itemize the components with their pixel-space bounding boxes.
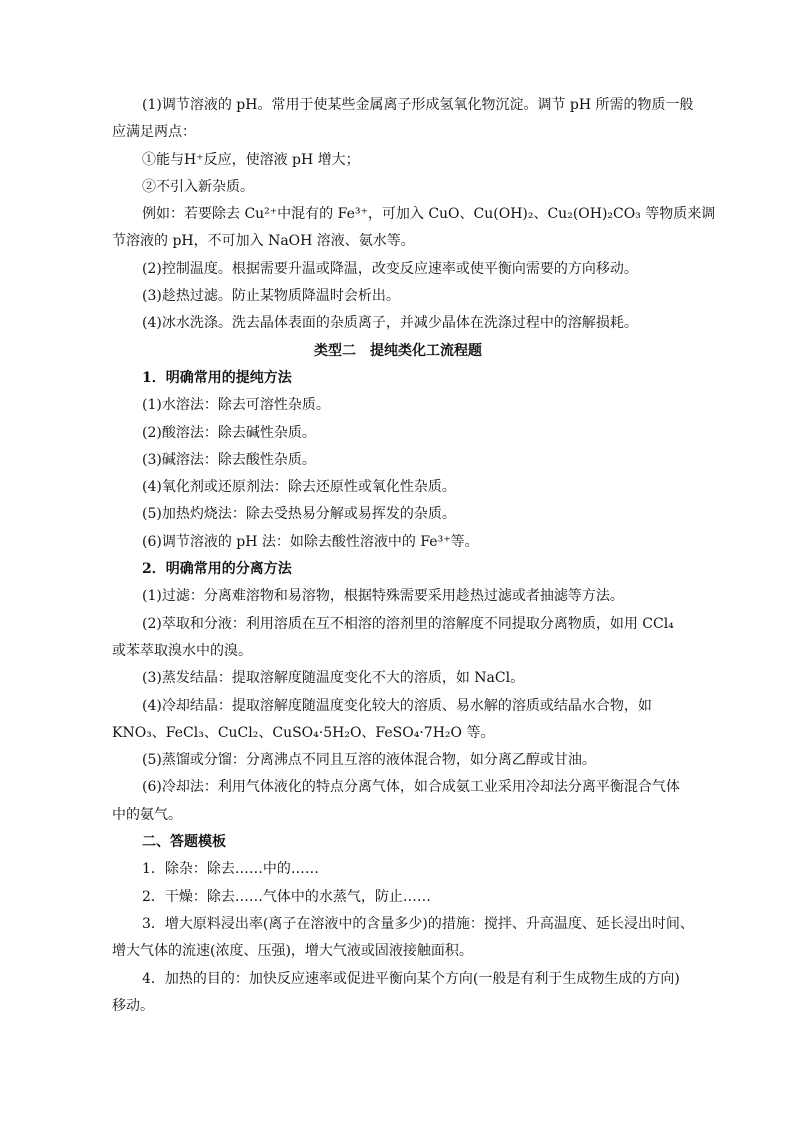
text-line: (2)酸溶法：除去碱性杂质。 <box>142 424 316 441</box>
text-line: 节溶液的 pH，不可加入 NaOH 溶液、氨水等。 <box>112 233 415 250</box>
text-line: 应满足两点： <box>112 124 196 141</box>
text-line: ①能与H⁺反应，使溶液 pH 增大； <box>142 151 360 168</box>
text-line: 增大气体的流速(浓度、压强)，增大气液或固液接触面积。 <box>112 943 473 960</box>
text-line: 1．除杂：除去……中的…… <box>142 861 319 878</box>
text-line: (4)冰水洗涤。洗去晶体表面的杂质离子，并减少晶体在洗涤过程中的溶解损耗。 <box>142 315 638 332</box>
text-line: (1)过滤：分离难溶物和易溶物，根据特殊需要采用趁热过滤或者抽滤等方法。 <box>142 588 624 605</box>
document-page <box>112 92 716 1020</box>
text-line: 2．干燥：除去……气体中的水蒸气，防止…… <box>142 888 431 905</box>
text-line: 3．增大原料浸出率(离子在溶液中的含量多少)的措施：搅拌、升高温度、延长浸出时间、 <box>142 915 694 932</box>
text-line: (3)蒸发结晶：提取溶解度随温度变化不大的溶质，如 NaCl。 <box>142 670 525 687</box>
text-line: (4)氧化剂或还原剂法：除去还原性或氧化性杂质。 <box>142 479 456 496</box>
text-line: (1)调节溶液的 pH。常用于使某些金属离子形成氢氧化物沉淀。调节 pH 所需的物质一般 <box>142 97 694 113</box>
text-line: 移动。 <box>112 997 154 1014</box>
text-line: (5)加热灼烧法：除去受热易分解或易挥发的杂质。 <box>142 506 456 523</box>
subsection-heading: 1．明确常用的提纯方法 <box>142 369 292 386</box>
subsection-heading: 二、答题模板 <box>142 834 226 851</box>
text-line: (4)冷却结晶：提取溶解度随温度变化较大的溶质、易水解的溶质或结晶水合物，如 <box>142 697 652 714</box>
text-line: 例如：若要除去 Cu²⁺中混有的 Fe³⁺，可加入 CuO、Cu(OH)₂、Cu₂(OH)₂CO₃ 等物质来调 <box>142 206 716 223</box>
text-line: (3)碱溶法：除去酸性杂质。 <box>142 451 316 468</box>
text-line: 4．加热的目的：加快反应速率或促进平衡向某个方向(一般是有利于生成物生成的方向) <box>142 970 680 987</box>
text-line: (2)萃取和分液：利用溶质在互不相溶的溶剂里的溶解度不同提取分离物质，如用 CCl₄ <box>142 615 674 632</box>
text-line: (6)冷却法：利用气体液化的特点分离气体，如合成氨工业采用冷却法分离平衡混合气体 <box>142 779 680 796</box>
text-line: 中的氨气。 <box>112 806 182 823</box>
text-line: (6)调节溶液的 pH 法：如除去酸性溶液中的 Fe³⁺等。 <box>142 533 479 550</box>
section-heading: 类型二 提纯类化工流程题 <box>314 342 482 359</box>
text-line: (1)水溶法：除去可溶性杂质。 <box>142 397 330 414</box>
text-line: (3)趁热过滤。防止某物质降温时会析出。 <box>142 288 400 305</box>
text-line: KNO₃、FeCl₃、CuCl₂、CuSO₄·5H₂O、FeSO₄·7H₂O 等。 <box>112 724 495 741</box>
text-line: ②不引入新杂质。 <box>142 178 254 195</box>
document-body <box>112 92 716 1020</box>
text-line: (2)控制温度。根据需要升温或降温，改变反应速率或使平衡向需要的方向移动。 <box>142 260 638 277</box>
text-line: (5)蒸馏或分馏：分离沸点不同且互溶的液体混合物，如分离乙醇或甘油。 <box>142 752 596 769</box>
text-line: 或苯萃取溴水中的溴。 <box>112 642 252 659</box>
subsection-heading: 2．明确常用的分离方法 <box>142 561 292 578</box>
